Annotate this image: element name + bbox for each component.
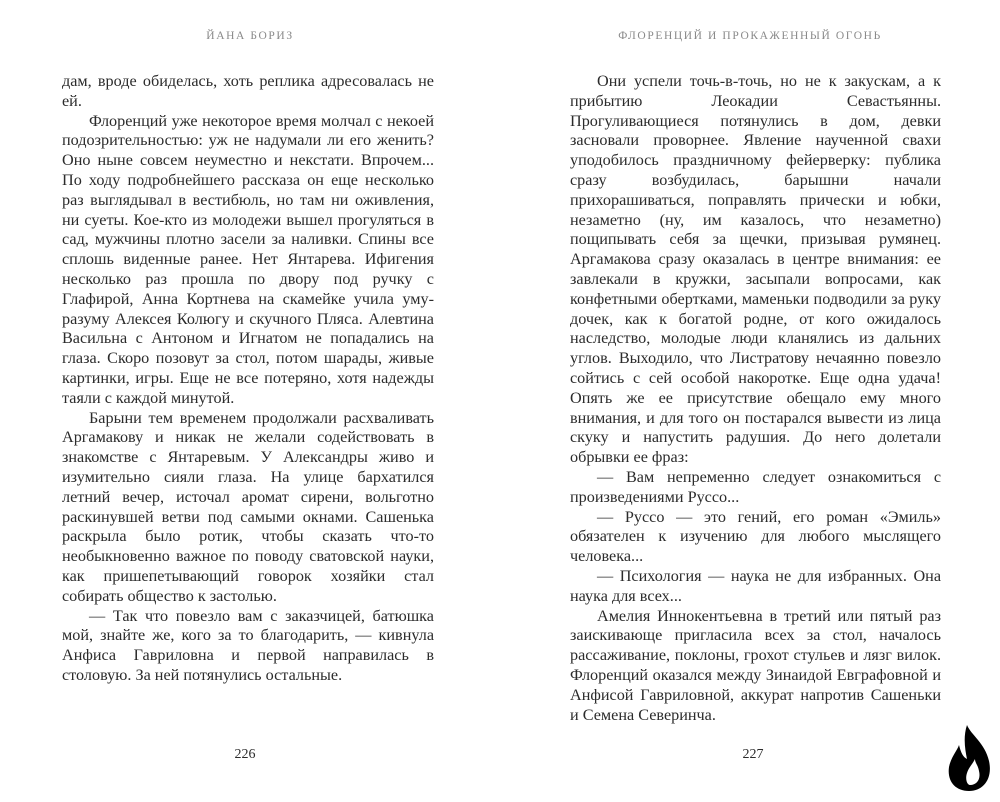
paragraph: — Психология — наука не для избранных. Она наука для всех...: [570, 566, 941, 605]
running-head-title: ФЛОРЕНЦИЙ И ПРОКАЖЕННЫЙ ОГОНЬ: [618, 30, 882, 42]
paragraph: Они успели точь-в-точь, но не к закускам, а к прибытию Леокадии Севастьянны. Прогуливающиеся потянулись в дом, девки засновали проворнее. Явление наученной свахи уподобилось праздничному фейерверку: публика сразу возбудилась, барышни начали прихорашиваться, поправлять прически и юбки, незаметно (ну, им казалось, что незаметно) пощипывать себя за щечки, призывая румянец. Аргамакова сразу оказалась в центре внимания: ее завлекали в кружки, засыпали вопросами, как конфетными обертками, маменьки подводили за руку дочек, как к богатой родне, от кого ожидалось наследство, молодые люди кланялись из дальних углов. Выходило, что Листратову нечаянно повезло сойтись с сей особой накоротке. Еще одна удача! Опять же ее присутствие обещало ему много внимания, и для того он постарался вывести из лица скуку и напустить радушия. До него долетали обрывки ее фраз:: [570, 72, 941, 467]
flame-icon: [945, 723, 995, 793]
paragraph: дам, вроде обиделась, хоть реплика адресовалась не ей.: [62, 72, 434, 110]
body-text: [62, 72, 434, 686]
paragraph: Барыни тем временем продолжали расхваливать Аргамакову и никак не желали содействовать в знакомстве с Янтаревым. У Александры живо и изумительно сияли глаза. На улице бархатился летний вечер, источал аромат сирени, вольготно раскинувшей ветви под самыми окнами. Сашенька раскрыла было ротик, чтобы сказать что-то необыкновенно важное по поводу сватовской науки, как пришепетывающий говорок хозяйки стал собирать общество к застолью.: [62, 408, 434, 605]
paragraph: — Так что повезло вам с заказчицей, батюшка мой, знайте же, кого за то благодарить, — кивнула Анфиса Гавриловна и первой направилась в столовую. За ней потянулись остальные.: [62, 606, 434, 684]
body-text: [570, 72, 941, 725]
paragraph: — Вам непременно следует ознакомиться с произведениями Руссо...: [570, 467, 941, 506]
paragraph: Амелия Иннокентьевна в третий или пятый раз заискивающе пригласила всех за стол, началось рассаживание, поклоны, грохот стульев и лязг вилок. Флоренций оказался между Зинаидой Евграфовной и Анфисой Гавриловной, аккурат напротив Сашеньки и Семена Северинча.: [570, 606, 941, 724]
page-number: 226: [234, 747, 256, 762]
page-number: 227: [742, 747, 764, 762]
running-head-author: ЙАНА БОРИЗ: [206, 30, 294, 42]
paragraph: — Руссо — это гений, его роман «Эмиль» обязателен к изучению для любого мыслящего человека...: [570, 507, 941, 566]
right-page: [500, 0, 1000, 802]
paragraph: Флоренций уже некоторое время молчал с некоей подозрительностью: уж не надумали ли его женить? Оно ныне совсем неуместно и некстати. Впрочем... По ходу подробнейшего рассказа он еще несколько раз выглядывал в вестибюль, но там ни оживления, ни суеты. Кое-кто из молодежи вышел прогуляться в сад, мужчины плотно засели за наливки. Спины все сплошь виденные ранее. Нет Янтарева. Ифигения несколько раз прошла по двору под ручку с Глафирой, Анна Кортнева на скамейке учила уму-разуму Алексея Колюгу и скучного Пляса. Алевтина Васильна с Антоном и Игнатом не попадались на глаза. Скоро позовут за стол, потом шарады, живые картинки, игры. Еще не все потеряно, хотя надежды таяли с каждой минутой.: [62, 111, 434, 407]
